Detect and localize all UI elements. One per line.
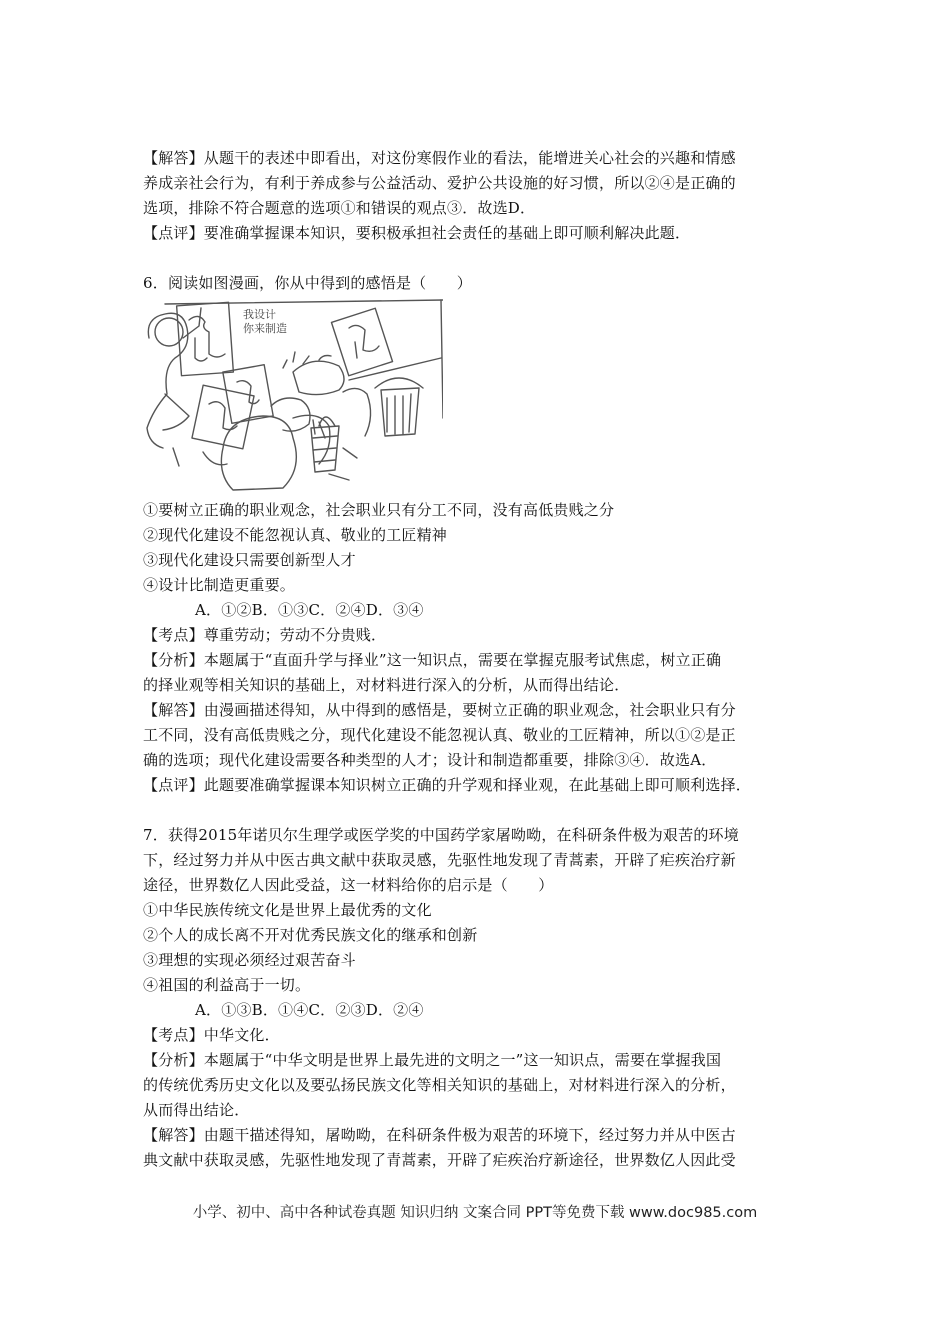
q5-answer-line-3: 选项，排除不符合题意的选项①和错误的观点③．故选D． — [143, 199, 536, 217]
q7-kaodian: 【考点】中华文化． — [143, 1026, 280, 1044]
q7-statement-1: ①中华民族传统文化是世界上最优秀的文化 — [143, 901, 432, 919]
q5-comment: 【点评】要准确掌握课本知识，要积极承担社会责任的基础上即可顺利解决此题． — [143, 224, 691, 242]
q6-answer-line-3: 确的选项；现代化建设需要各种类型的人才；设计和制造都重要，排除③④．故选A． — [143, 751, 717, 769]
q7-statement-4: ④祖国的利益高于一切。 — [143, 976, 311, 994]
q7-stem-line-1: 7．获得2015年诺贝尔生理学或医学奖的中国药学家屠呦呦，在科研条件极为艰苦的环境 — [143, 826, 739, 844]
q6-analysis-line-2: 的择业观等相关知识的基础上，对材料进行深入的分析，从而得出结论． — [143, 676, 630, 694]
q6-statement-1: ①要树立正确的职业观念，社会职业只有分工不同，没有高低贵贱之分 — [143, 501, 615, 519]
cartoon-image — [143, 298, 443, 491]
q6-stem: 6．阅读如图漫画，你从中得到的感悟是（ ） — [143, 274, 472, 292]
q6-options: A．①②B．①③C．②④D．③④ — [195, 601, 424, 619]
page-content — [143, 146, 823, 1173]
spacer — [143, 798, 823, 823]
q6-answer-line-1: 【解答】由漫画描述得知，从中得到的感悟是，要树立正确的职业观念，社会职业只有分 — [143, 701, 736, 719]
page-footer: 小学、初中、高中各种试卷真题 知识归纳 文案合同 PPT等免费下载 www.doc985.com — [192, 1205, 758, 1221]
q7-analysis-line-1: 【分析】本题属于“中华文明是世界上最先进的文明之一”这一知识点，需要在掌握我国 — [143, 1051, 722, 1069]
q5-answer-line-2: 养成亲社会行为，有利于养成参与公益活动、爱护公共设施的好习惯，所以②④是正确的 — [143, 174, 736, 192]
q6-answer-line-2: 工不同，没有高低贵贱之分，现代化建设不能忽视认真、敬业的工匠精神，所以①②是正 — [143, 726, 736, 744]
q7-analysis-line-2: 的传统优秀历史文化以及要弘扬民族文化等相关知识的基础上，对材料进行深入的分析， — [143, 1076, 736, 1094]
q7-statement-2: ②个人的成长离不开对优秀民族文化的继承和创新 — [143, 926, 478, 944]
q6-analysis-line-1: 【分析】本题属于“直面升学与择业”这一知识点，需要在掌握克服考试焦虑，树立正确 — [143, 651, 722, 669]
spacer — [143, 246, 823, 271]
cartoon-caption-1: 我设计 — [243, 308, 276, 321]
q6-comment: 【点评】此题要准确掌握课本知识树立正确的升学观和择业观，在此基础上即可顺利选择． — [143, 776, 752, 794]
q5-answer-line-1: 【解答】从题干的表述中即看出，对这份寒假作业的看法，能增进关心社会的兴趣和情感 — [143, 149, 736, 167]
q7-answer-line-1: 【解答】由题干描述得知，屠呦呦，在科研条件极为艰苦的环境下，经过努力并从中医古 — [143, 1126, 736, 1144]
q6-statement-4: ④设计比制造更重要。 — [143, 576, 296, 594]
q7-options: A．①③B．①④C．②③D．②④ — [195, 1001, 424, 1019]
cartoon-caption-2: 你来制造 — [243, 322, 287, 335]
q7-answer-line-2: 典文献中获取灵感，先驱性地发现了青蒿素，开辟了疟疾治疗新途径，世界数亿人因此受 — [143, 1151, 736, 1169]
q7-statement-3: ③理想的实现必须经过艰苦奋斗 — [143, 951, 356, 969]
q6-kaodian: 【考点】尊重劳动；劳动不分贵贱． — [143, 626, 387, 644]
q7-stem-line-2: 下，经过努力并从中医古典文献中获取灵感，先驱性地发现了青蒿素，开辟了疟疾治疗新 — [143, 851, 736, 869]
q6-statement-2: ②现代化建设不能忽视认真、敬业的工匠精神 — [143, 526, 448, 544]
q7-stem-line-3: 途径，世界数亿人因此受益，这一材料给你的启示是（ ） — [143, 876, 554, 894]
q7-analysis-line-3: 从而得出结论． — [143, 1101, 250, 1119]
q6-statement-3: ③现代化建设只需要创新型人才 — [143, 551, 356, 569]
